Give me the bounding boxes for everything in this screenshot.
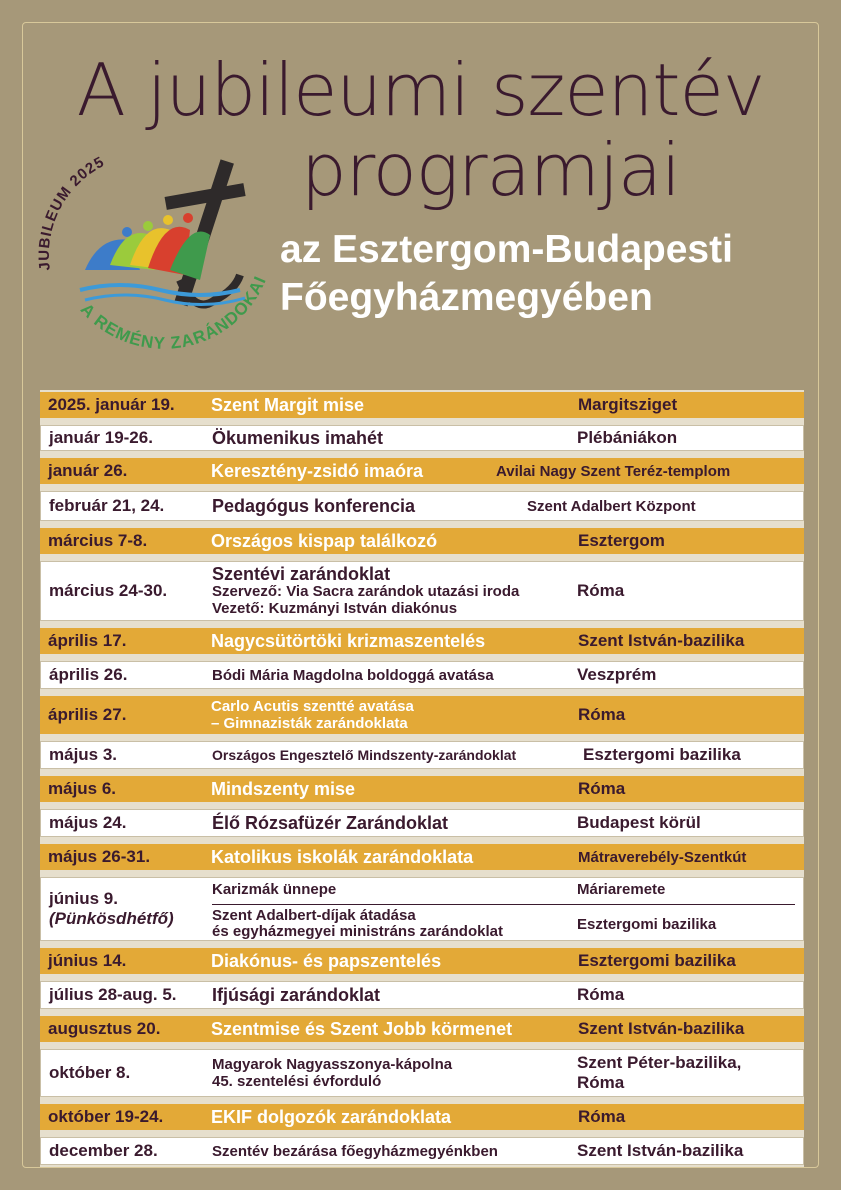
event-date: február 21, 24. <box>49 496 165 515</box>
event-place <box>577 1053 795 1093</box>
event-title: Szentmise és Szent Jobb körmenet <box>211 1018 513 1039</box>
event-place: Esztergomi bazilika <box>578 951 736 970</box>
event-date: április 26. <box>49 665 128 684</box>
event-place: Szent István-bazilika <box>578 1019 745 1038</box>
event-title <box>211 698 578 732</box>
event-place: Máriaremete <box>577 881 666 899</box>
event-title <box>212 1056 577 1090</box>
event-place: Plébániákon <box>577 428 678 447</box>
schedule-table <box>40 390 804 1167</box>
split-events <box>212 878 795 940</box>
event-title: Karizmák ünnepe <box>212 881 337 899</box>
table-row <box>40 628 804 654</box>
event-title: Ifjúsági zarándoklat <box>212 984 381 1005</box>
table-row <box>40 981 804 1009</box>
event-date: május 3. <box>49 745 118 764</box>
event-title: Ökumenikus imahét <box>212 427 384 448</box>
event-title-sub: – Gimnazisták zarándoklata <box>211 715 408 732</box>
subtitle-line-2: Főegyházmegyében <box>280 276 653 319</box>
event-place: Róma <box>577 581 625 600</box>
event-date: április 17. <box>48 631 127 650</box>
event-title: Országos Engesztelő Mindszenty-zarándoklat <box>212 747 517 763</box>
event-date: december 28. <box>49 1141 158 1160</box>
event-date: március 7-8. <box>48 531 148 550</box>
event-title: Mindszenty mise <box>211 778 356 799</box>
jubilee-logo <box>30 140 290 370</box>
water-wave-icon <box>80 285 240 295</box>
subtitle-line-1: az Esztergom-Budapesti <box>280 228 733 271</box>
event-date-main: június 9. <box>49 889 118 908</box>
table-row <box>40 877 804 941</box>
event-place: Esztergomi bazilika <box>583 745 741 764</box>
event-place: Esztergom <box>578 531 665 550</box>
logo-bottom-text: A REMÉNY ZARÁNDOKAI <box>76 272 271 353</box>
table-row <box>40 458 804 484</box>
table-row <box>40 425 804 451</box>
table-row <box>40 1049 804 1097</box>
event-place: Veszprém <box>577 665 657 684</box>
event-title-sub: és egyházmegyei ministráns zarándoklat <box>212 923 503 940</box>
event-title: Katolikus iskolák zarándoklata <box>211 846 474 867</box>
event-title <box>212 908 577 940</box>
event-date: október 8. <box>49 1063 131 1082</box>
table-row <box>40 741 804 769</box>
event-place: Mátraverebély-Szentkút <box>578 848 747 866</box>
table-row <box>40 491 804 521</box>
logo-top-text: JUBILEUM 2025 <box>35 153 108 272</box>
event-leader: Vezető: Kuzmányi István diakónus <box>212 600 458 617</box>
event-date: május 6. <box>48 779 117 798</box>
event-title: Élő Rózsafüzér Zarándoklat <box>212 812 449 833</box>
table-row <box>40 661 804 689</box>
event-title: EKIF dolgozók zarándoklata <box>211 1106 452 1127</box>
event-place: Róma <box>578 779 626 798</box>
event-title: Pedagógus konferencia <box>212 495 416 516</box>
subtitle <box>280 226 733 322</box>
event-date: március 24-30. <box>49 581 168 600</box>
event-place: Róma <box>577 985 625 1004</box>
event-place: Avilai Nagy Szent Teréz-templom <box>496 462 731 480</box>
event-place: Budapest körül <box>577 813 701 832</box>
table-row <box>40 392 804 418</box>
title-line-1: A jubileumi szentév <box>76 48 765 132</box>
event-title: Bódi Mária Magdolna boldoggá avatása <box>212 666 494 684</box>
event-date: augusztus 20. <box>48 1019 161 1038</box>
table-row <box>40 696 804 734</box>
event-date: április 27. <box>48 705 127 724</box>
event-place: Róma <box>578 705 626 724</box>
event-title: Országos kispap találkozó <box>211 530 438 551</box>
table-row <box>40 948 804 974</box>
event-date: október 19-24. <box>48 1107 164 1126</box>
event-date: július 28-aug. 5. <box>49 985 177 1004</box>
table-row <box>40 809 804 837</box>
event-title-main: Szent Adalbert-díjak átadása <box>212 907 416 924</box>
pilgrims-icon <box>85 213 210 280</box>
event-title: Szentév bezárása főegyházmegyénkben <box>212 1142 498 1160</box>
table-row <box>40 844 804 870</box>
event-place: Róma <box>578 1107 626 1126</box>
event-place-sub: Róma <box>577 1073 625 1092</box>
event-title: Keresztény-zsidó imaóra <box>211 460 424 481</box>
event-organizer: Szervező: Via Sacra zarándok utazási iroda <box>212 583 520 600</box>
event-date <box>49 878 212 940</box>
event-place: Szent István-bazilika <box>578 631 745 650</box>
event-date: május 24. <box>49 813 127 832</box>
event-title <box>212 565 577 617</box>
event-title-main: Carlo Acutis szentté avatása <box>211 698 414 715</box>
event-title-sub: 45. szentelési évforduló <box>212 1073 382 1090</box>
event-date: 2025. január 19. <box>48 395 175 414</box>
event-date: május 26-31. <box>48 847 151 866</box>
event-place: Szent Adalbert Központ <box>527 497 696 515</box>
table-row <box>40 528 804 554</box>
event-date: január 26. <box>48 461 128 480</box>
table-row <box>40 561 804 621</box>
event-title-main: Magyarok Nagyasszonya-kápolna <box>212 1056 453 1073</box>
table-row <box>40 1137 804 1165</box>
event-date: június 14. <box>48 951 127 970</box>
event-title-main: Szentévi zarándoklat <box>212 564 391 584</box>
event-date-sub: (Pünkösdhétfő) <box>49 909 174 928</box>
event-place: Margitsziget <box>578 395 678 414</box>
event-title: Nagycsütörtöki krizmaszentelés <box>211 630 486 651</box>
event-place: Szent István-bazilika <box>577 1141 744 1160</box>
event-place: Esztergomi bazilika <box>577 915 717 933</box>
event-date: január 19-26. <box>49 428 153 447</box>
event-title: Diakónus- és papszentelés <box>211 950 442 971</box>
table-row <box>40 1016 804 1042</box>
title-line-2: programjai <box>301 128 680 212</box>
divider <box>212 904 795 905</box>
table-row <box>40 776 804 802</box>
event-title: Szent Margit mise <box>211 394 365 415</box>
table-row <box>40 1104 804 1130</box>
event-place-main: Szent Péter-bazilika, <box>577 1053 742 1072</box>
